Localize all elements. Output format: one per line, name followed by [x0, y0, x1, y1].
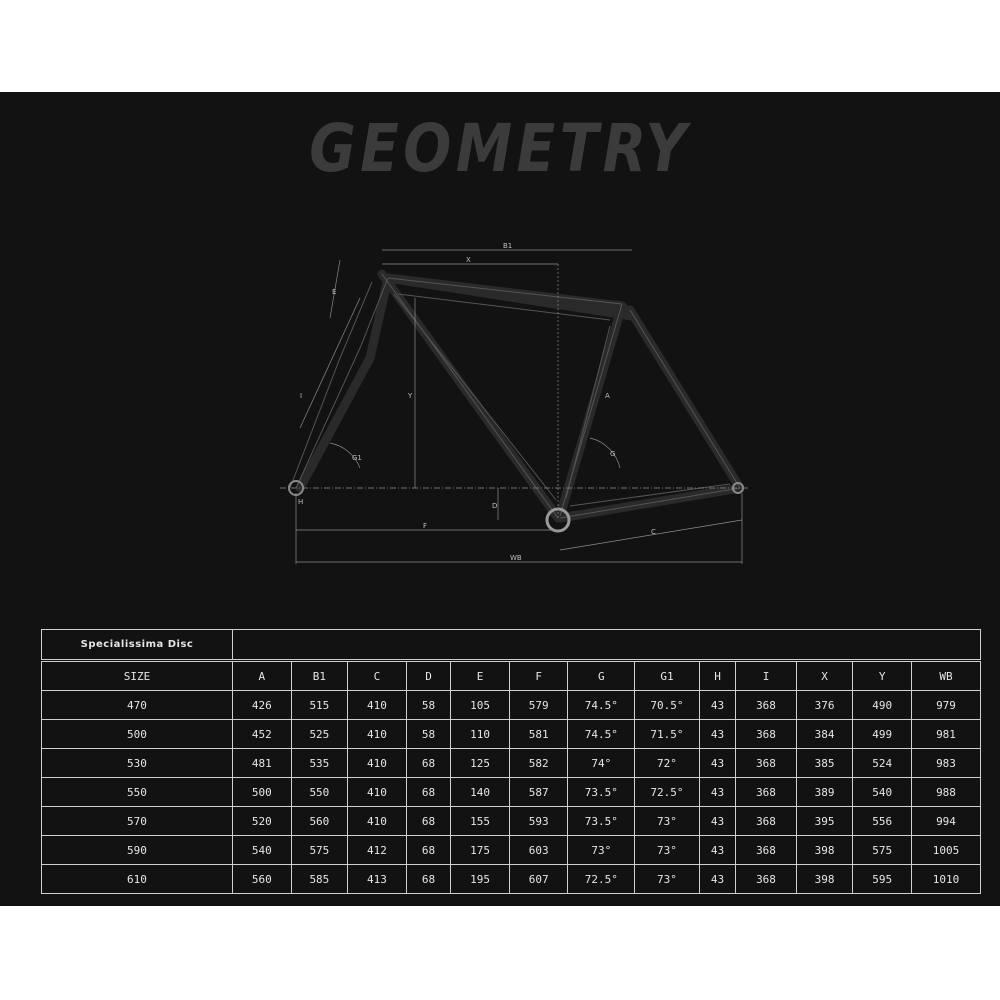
- table-row: [42, 865, 981, 894]
- table-cell: 525: [291, 720, 348, 749]
- table-cell: 581: [509, 720, 568, 749]
- model-row-blank: [232, 630, 980, 660]
- table-cell: 155: [451, 807, 510, 836]
- dim-label-c: C: [651, 528, 656, 536]
- size-cell: 570: [42, 807, 233, 836]
- header-x: X: [796, 662, 853, 691]
- table-cell: 994: [912, 807, 981, 836]
- header-f: F: [509, 662, 568, 691]
- header-y: Y: [853, 662, 912, 691]
- table-cell: 368: [736, 691, 797, 720]
- table-cell: 481: [232, 749, 291, 778]
- table-cell: 43: [699, 720, 735, 749]
- header-g: G: [568, 662, 635, 691]
- table-cell: 73°: [635, 865, 700, 894]
- table-cell: 68: [406, 778, 450, 807]
- table-cell: 368: [736, 720, 797, 749]
- table-cell: 73°: [568, 836, 635, 865]
- table-cell: 74°: [568, 749, 635, 778]
- header-e: E: [451, 662, 510, 691]
- table-cell: 1010: [912, 865, 981, 894]
- table-cell: 43: [699, 865, 735, 894]
- geometry-table: [41, 629, 981, 894]
- dim-label-g1: G1: [352, 454, 362, 462]
- table-cell: 72°: [635, 749, 700, 778]
- header-wb: WB: [912, 662, 981, 691]
- header-size: SIZE: [42, 662, 233, 691]
- table-cell: 105: [451, 691, 510, 720]
- table-cell: 68: [406, 836, 450, 865]
- table-cell: 73°: [635, 807, 700, 836]
- table-cell: 524: [853, 749, 912, 778]
- frame-drawing: [260, 238, 760, 578]
- table-cell: 368: [736, 778, 797, 807]
- table-cell: 988: [912, 778, 981, 807]
- table-cell: 43: [699, 836, 735, 865]
- table-cell: 490: [853, 691, 912, 720]
- table-cell: 426: [232, 691, 291, 720]
- table-cell: 368: [736, 865, 797, 894]
- table-cell: 1005: [912, 836, 981, 865]
- table-cell: 368: [736, 836, 797, 865]
- table-cell: 603: [509, 836, 568, 865]
- table-cell: 72.5°: [568, 865, 635, 894]
- size-cell: 610: [42, 865, 233, 894]
- table-cell: 550: [291, 778, 348, 807]
- dim-label-g: G: [610, 450, 616, 458]
- header-b1: B1: [291, 662, 348, 691]
- header-h: H: [699, 662, 735, 691]
- table-cell: 500: [232, 778, 291, 807]
- table-cell: 74.5°: [568, 691, 635, 720]
- table-cell: 560: [232, 865, 291, 894]
- size-cell: 500: [42, 720, 233, 749]
- table-cell: 368: [736, 807, 797, 836]
- header-c: C: [348, 662, 407, 691]
- table-cell: 175: [451, 836, 510, 865]
- table-cell: 68: [406, 865, 450, 894]
- dim-label-f: F: [423, 522, 428, 530]
- table-cell: 593: [509, 807, 568, 836]
- table-cell: 74.5°: [568, 720, 635, 749]
- dim-label-e: E: [332, 288, 337, 296]
- dim-label-b1: B1: [503, 242, 513, 250]
- table-cell: 979: [912, 691, 981, 720]
- header-a: A: [232, 662, 291, 691]
- table-cell: 398: [796, 865, 853, 894]
- size-cell: 470: [42, 691, 233, 720]
- table-cell: 72.5°: [635, 778, 700, 807]
- table-cell: 376: [796, 691, 853, 720]
- dim-label-a: A: [605, 392, 610, 400]
- table-cell: 585: [291, 865, 348, 894]
- header-i: I: [736, 662, 797, 691]
- table-row: [42, 691, 981, 720]
- header-g1: G1: [635, 662, 700, 691]
- table-cell: 58: [406, 691, 450, 720]
- table-cell: 410: [348, 807, 407, 836]
- table-cell: 520: [232, 807, 291, 836]
- model-row: [42, 630, 981, 660]
- table-cell: 413: [348, 865, 407, 894]
- dim-label-x: X: [466, 256, 471, 264]
- table-cell: 389: [796, 778, 853, 807]
- table-cell: 582: [509, 749, 568, 778]
- table-cell: 587: [509, 778, 568, 807]
- table-cell: 110: [451, 720, 510, 749]
- table-cell: 575: [853, 836, 912, 865]
- table-cell: 607: [509, 865, 568, 894]
- table-cell: 73.5°: [568, 778, 635, 807]
- table-cell: 499: [853, 720, 912, 749]
- table-cell: 575: [291, 836, 348, 865]
- table-cell: 535: [291, 749, 348, 778]
- table-row: [42, 836, 981, 865]
- table-cell: 452: [232, 720, 291, 749]
- page-title: GEOMETRY: [309, 110, 691, 187]
- table-cell: 43: [699, 749, 735, 778]
- table-cell: 560: [291, 807, 348, 836]
- table-cell: 410: [348, 749, 407, 778]
- dim-label-d: D: [492, 502, 498, 510]
- table-cell: 368: [736, 749, 797, 778]
- table-cell: 412: [348, 836, 407, 865]
- table-cell: 410: [348, 720, 407, 749]
- table-cell: 43: [699, 691, 735, 720]
- dim-label-y: Y: [408, 392, 413, 400]
- table-cell: 395: [796, 807, 853, 836]
- table-cell: 556: [853, 807, 912, 836]
- table-row: [42, 749, 981, 778]
- table-cell: 410: [348, 691, 407, 720]
- table-row: [42, 807, 981, 836]
- table-cell: 140: [451, 778, 510, 807]
- table-cell: 58: [406, 720, 450, 749]
- table-cell: 410: [348, 778, 407, 807]
- table-cell: 68: [406, 749, 450, 778]
- table-cell: 68: [406, 807, 450, 836]
- table-cell: 983: [912, 749, 981, 778]
- size-cell: 530: [42, 749, 233, 778]
- table-cell: 73.5°: [568, 807, 635, 836]
- dim-label-i: I: [300, 392, 303, 400]
- dim-label-wb: WB: [510, 554, 522, 562]
- table-cell: 43: [699, 778, 735, 807]
- table-cell: 579: [509, 691, 568, 720]
- table-cell: 540: [232, 836, 291, 865]
- table-cell: 71.5°: [635, 720, 700, 749]
- table-row: [42, 720, 981, 749]
- model-name: Specialissima Disc: [42, 630, 233, 660]
- table-cell: 125: [451, 749, 510, 778]
- table-cell: 515: [291, 691, 348, 720]
- table-cell: 385: [796, 749, 853, 778]
- table-cell: 195: [451, 865, 510, 894]
- table-cell: 398: [796, 836, 853, 865]
- table-cell: 70.5°: [635, 691, 700, 720]
- table-row: [42, 778, 981, 807]
- table-cell: 540: [853, 778, 912, 807]
- frame-geometry-diagram: [260, 238, 760, 578]
- header-d: D: [406, 662, 450, 691]
- size-cell: 590: [42, 836, 233, 865]
- size-cell: 550: [42, 778, 233, 807]
- table-cell: 384: [796, 720, 853, 749]
- table-cell: 595: [853, 865, 912, 894]
- table-cell: 981: [912, 720, 981, 749]
- table-cell: 43: [699, 807, 735, 836]
- header-row: [42, 662, 981, 691]
- table-cell: 73°: [635, 836, 700, 865]
- dim-label-h: H: [298, 498, 304, 506]
